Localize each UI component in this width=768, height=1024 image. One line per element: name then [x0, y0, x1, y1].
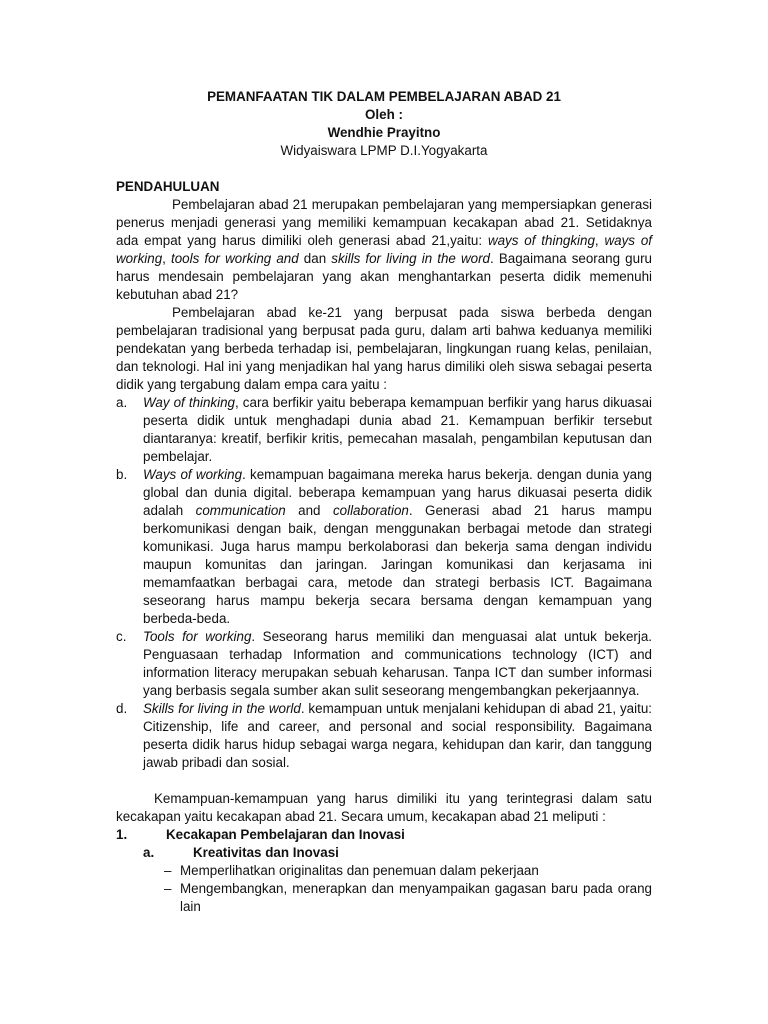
list-marker: b.: [116, 467, 128, 482]
text-run: Pembelajaran abad 21 merupakan pembelajaran yang mempersiapkan generasi penerus menjadi generasi yang memiliki kemampuan kecakapan abad 21. Setidaknya ada empat yang harus dimiliki oleh generasi abad 21,yaitu:: [116, 197, 652, 248]
dash-item-text: Mengembangkan, menerapkan dan menyampaikan gagasan baru pada orang lain: [180, 881, 652, 914]
text-run: ,: [162, 251, 171, 266]
skills-intro-paragraph: Kemampuan-kemampuan yang harus dimiliki itu yang terintegrasi dalam satu kecakapan yaitu kecakapan abad 21. Secara umum, kecakapan abad 21 meliputi :: [116, 791, 652, 824]
item-term: collaboration: [332, 503, 409, 518]
list-item: [116, 700, 652, 772]
dash-list: [116, 862, 652, 916]
four-ways-list: [116, 394, 652, 772]
intro-paragraph-2: Pembelajaran abad ke-21 yang berpusat pada siswa berbeda dengan pembelajaran tradisional yang berpusat pada guru, dalam arti bahwa keduanya memiliki pendekatan yang berbeda terhadap isi, pembelajaran, lingkungan ruang kelas, penilaian, dan teknologi. Hal ini yang menjadikan hal yang harus dimiliki oleh siswa sebagai peserta didik yang tergabung dalam empa cara yaitu :: [116, 305, 652, 392]
list-item: [116, 394, 652, 466]
item-term: Tools for working: [143, 629, 252, 644]
author-name: Wendhie Prayitno: [327, 125, 441, 140]
italic-run: tools for working and: [170, 251, 299, 266]
dash-marker: –: [164, 863, 172, 878]
by-label: Oleh :: [365, 107, 403, 122]
item-text: . kemampuan untuk menjalani kehidupan di abad 21, yaitu: Citizenship, life and career, and personal and social responsibility. Bagaimana peserta didik harus hidup sebagai warga negara, kehidupan dan karir, dan tanggung jawab pribadi dan sosial.: [143, 701, 652, 770]
numbered-marker: 1.: [116, 827, 128, 842]
dash-item: [116, 880, 652, 916]
numbered-heading: [116, 826, 652, 844]
section-heading: PENDAHULUAN: [116, 179, 220, 194]
item-text: . kemampuan bagaimana mereka harus bekerja. dengan dunia yang global dan dunia digital. beberapa kemampuan yang harus dikuasai peserta didik adalah: [143, 467, 652, 518]
document-page: [116, 88, 652, 916]
intro-paragraph-1: [116, 196, 652, 304]
sub-marker: a.: [143, 845, 155, 860]
numbered-label: Kecakapan Pembelajaran dan Inovasi: [166, 827, 405, 842]
list-marker: c.: [116, 629, 127, 644]
item-text: and: [285, 503, 333, 518]
document-title: PEMANFAATAN TIK DALAM PEMBELAJARAN ABAD 21: [207, 89, 561, 104]
author-affiliation: Widyaiswara LPMP D.I.Yogyakarta: [280, 143, 488, 158]
italic-run: skills for living in the word: [331, 251, 491, 266]
list-item: [116, 466, 652, 628]
dash-item-text: Memperlihatkan originalitas dan penemuan dalam pekerjaan: [180, 863, 539, 878]
text-run: ,: [594, 233, 605, 248]
dash-item: [116, 862, 652, 880]
item-term: Way of thinking: [143, 395, 236, 410]
list-marker: d.: [116, 701, 128, 716]
item-term: communication: [195, 503, 286, 518]
title-block: [116, 88, 652, 160]
item-text: , cara berfikir yaitu beberapa kemampuan berfikir yang harus dikuasai peserta didik untuk menghadapi dunia abad 21. Kemampuan berfikir tersebut diantaranya: kreatif, berfikir kritis, pemecahan masalah, pengambilan keputusan dan pembelajar.: [143, 395, 652, 464]
list-item: [116, 628, 652, 700]
text-run: dan: [298, 251, 332, 266]
item-text: . Generasi abad 21 harus mampu berkomunikasi dengan baik, dengan menggunakan berbagai metode dan strategi komunikasi. Juga harus mampu berkolaborasi dan bekerja sama dengan individu maupun komunitas dan jaringan. Jaringan komunikasi dan kerjasama ini memamfaatkan berbagai cara, metode dan strategi berbasis ICT. Bagaimana seseorang harus mampu bekerja secara bersama dengan kemampuan yang berbeda-beda.: [143, 503, 652, 626]
text-run: . Bagaimana seorang guru harus mendesain pembelajaran yang akan menghantarkan peserta didik memenuhi kebutuhan abad 21?: [116, 251, 652, 302]
italic-run: ways of working: [116, 233, 652, 266]
list-marker: a.: [116, 395, 128, 410]
italic-run: ways of thingking: [487, 233, 595, 248]
item-term: Ways of working: [143, 467, 243, 482]
item-term: Skills for living in the world: [143, 701, 301, 716]
sub-heading: [143, 844, 652, 862]
item-text: . Seseorang harus memiliki dan menguasai alat untuk bekerja. Penguasaan terhadap Information and communications technology (ICT) and information literacy merupakan sebuah keharusan. Tanpa ICT dan sumber informasi yang berbasis segala sumber akan sulit seseorang mengembangkan pekerjaannya.: [143, 629, 652, 698]
dash-marker: –: [164, 881, 172, 896]
sub-label: Kreativitas dan Inovasi: [193, 845, 339, 860]
